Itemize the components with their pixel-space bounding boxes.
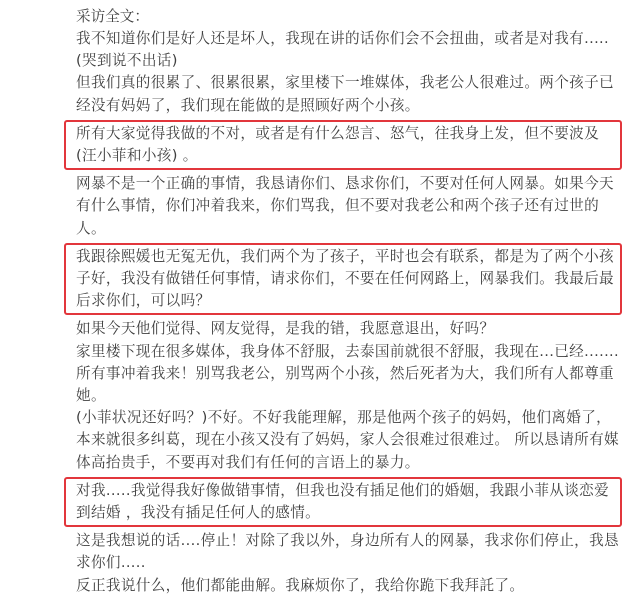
paragraph-10: 反正我说什么，他们都能曲解。我麻烦你了，我给你跪下我拜託了。 bbox=[76, 576, 525, 594]
paragraph-7: 所有事冲着我来！别骂我老公，别骂两个小孩，然后死者为大，我们所有人都尊重她。 bbox=[76, 364, 614, 405]
paragraph-3: 但我们真的很累了、很累很累，家里楼下一堆媒体，我老公人很难过。两个孩子已经没有妈妈了，我们现在能做的是照顾好两个小孩。 bbox=[76, 74, 614, 114]
paragraph-8: (小菲状况还好吗？)不好。不好我能理解，那是他两个孩子的妈妈，他们离婚了，本来就很多纠葛，现在小孩又没有了妈妈，家人会很难过很难过。 所以恳请所有媒体高抬贵手，不要再对我们有任何的言语上的暴力。 bbox=[76, 409, 619, 471]
paragraph-1: 我不知道你们是好人还是坏人，我现在讲的话你们会不会扭曲，或者是对我有..... bbox=[76, 30, 610, 47]
paragraph-2: (哭到说不出话) bbox=[76, 52, 178, 70]
highlighted-paragraph-1: 所有大家觉得我做的不对，或者是有什么怨言、怒气，往我身上发，但不要波及(汪小菲和小孩) 。 bbox=[64, 120, 622, 170]
transcript-heading: 采访全文： bbox=[76, 8, 149, 25]
paragraph-4: 网暴不是一个正确的事情，我恳请你们、恳求你们，不要对任何人网暴。如果今天有什么事情，你们冲着我来，你们骂我，但不要对我老公和两个孩子还有过世的人。 bbox=[76, 175, 614, 237]
paragraph-5: 如果今天他们觉得、网友觉得，是我的错，我愿意退出，好吗？ bbox=[76, 320, 495, 338]
highlighted-paragraph-2: 我跟徐熙媛也无冤无仇，我们两个为了孩子，平时也会有联系，都是为了两个小孩子好，我没有做错任何事情，请求你们，不要在任何网路上，网暴我们。我最后最后求你们，可以吗？ bbox=[64, 243, 622, 316]
highlighted-paragraph-3: 对我.....我觉得我好像做错事情，但我也没有插足他们的婚姻，我跟小菲从谈恋爱到结婚 ，我没有插足任何人的感情。 bbox=[64, 477, 622, 527]
paragraph-6: 家里楼下现在很多媒体，我身体不舒服，去泰国前就很不舒服，我现在...已经....... bbox=[76, 342, 620, 360]
paragraph-9: 这是我想说的话....停止！对除了我以外，身边所有人的网暴，我求你们停止，我恳求你们..... bbox=[76, 532, 619, 572]
